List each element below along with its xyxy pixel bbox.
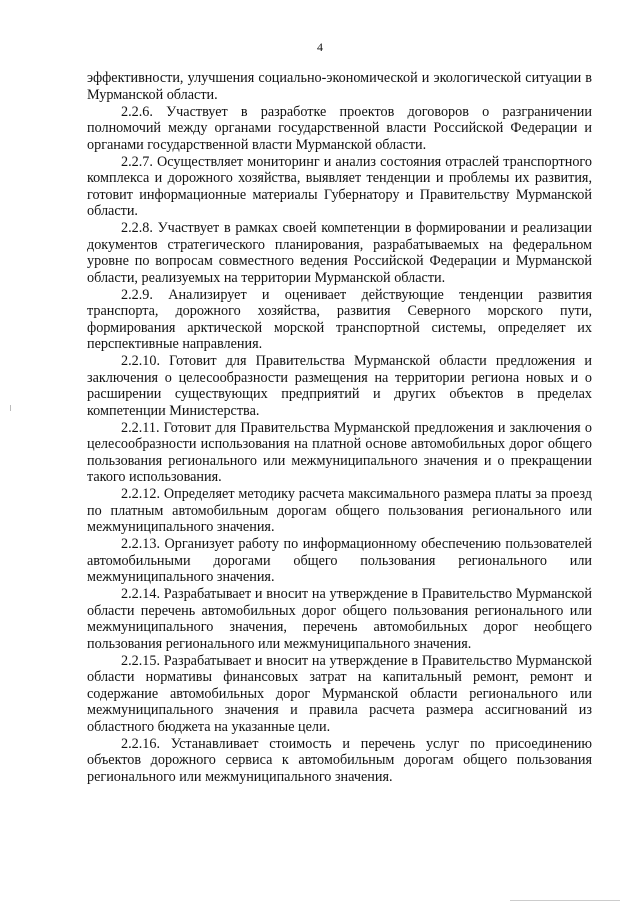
paragraph-2-2-12: 2.2.12. Определяет методику расчета максимального размера платы за проезд по платным автомобильным дорогам общего пользования регионального или межмуниципального значения. bbox=[87, 486, 592, 535]
scan-artifact-corner bbox=[510, 900, 620, 901]
page-number: 4 bbox=[317, 40, 323, 54]
document-body bbox=[87, 70, 592, 786]
paragraph-2-2-9: 2.2.9. Анализирует и оценивает действующие тенденции развития транспорта, дорожного хозяйства, развития Северного морского пути, формирования арктической морской транспортной системы, определяет их перспективные направления. bbox=[87, 286, 592, 352]
paragraph-2-2-16: 2.2.16. Устанавливает стоимость и перечень услуг по присоединению объектов дорожного сервиса к автомобильным дорогам общего пользования регионального или межмуниципального значения. bbox=[87, 735, 592, 785]
paragraph-2-2-6: 2.2.6. Участвует в разработке проектов договоров о разграничении полномочий между органами государственной власти Российской Федерации и органами государственной власти Мурманской области. bbox=[87, 103, 592, 153]
paragraph-2-2-15: 2.2.15. Разрабатывает и вносит на утверждение в Правительство Мурманской области нормативы финансовых затрат на капитальный ремонт, ремонт и содержание автомобильных дорог Мурманской области регионального или межмуниципального значения и правила расчета размера ассигнований из областного бюджета на указанные цели. bbox=[87, 652, 592, 735]
paragraph-continuation: эффективности, улучшения социально-экономической и экологической ситуации в Мурманской области. bbox=[87, 70, 592, 103]
scan-artifact-left bbox=[10, 405, 11, 411]
paragraph-2-2-13: 2.2.13. Организует работу по информационному обеспечению пользователей автомобильными дорогами общего пользования регионального или межмуниципального значения. bbox=[87, 536, 592, 585]
paragraph-2-2-10: 2.2.10. Готовит для Правительства Мурманской области предложения и заключения о целесообразности размещения на территории региона новых и о расширении существующих предприятий и других объектов в пределах компетенции Министерства. bbox=[87, 353, 592, 419]
paragraph-2-2-14: 2.2.14. Разрабатывает и вносит на утверждение в Правительство Мурманской области перечень автомобильных дорог общего пользования регионального или межмуниципального значения, перечень автомобильных дорог необщего пользования регионального или межмуниципального значения. bbox=[87, 586, 592, 652]
paragraph-2-2-7: 2.2.7. Осуществляет мониторинг и анализ состояния отраслей транспортного комплекса и дорожного хозяйства, выявляет тенденции и проблемы их развития, готовит информационные материалы Губернатору и Правительству Мурманской области. bbox=[87, 153, 592, 219]
paragraph-2-2-8: 2.2.8. Участвует в рамках своей компетенции в формировании и реализации документов стратегического планирования, разрабатываемых на федеральном уровне по вопросам совместного ведения Российской Федерации и Мурманской области, реализуемых на территории Мурманской области. bbox=[87, 220, 592, 286]
paragraph-2-2-11: 2.2.11. Готовит для Правительства Мурманской предложения и заключения о целесообразности использования на платной основе автомобильных дорог общего пользования регионального или межмуниципального значения и о прекращении такого использования. bbox=[87, 419, 592, 485]
